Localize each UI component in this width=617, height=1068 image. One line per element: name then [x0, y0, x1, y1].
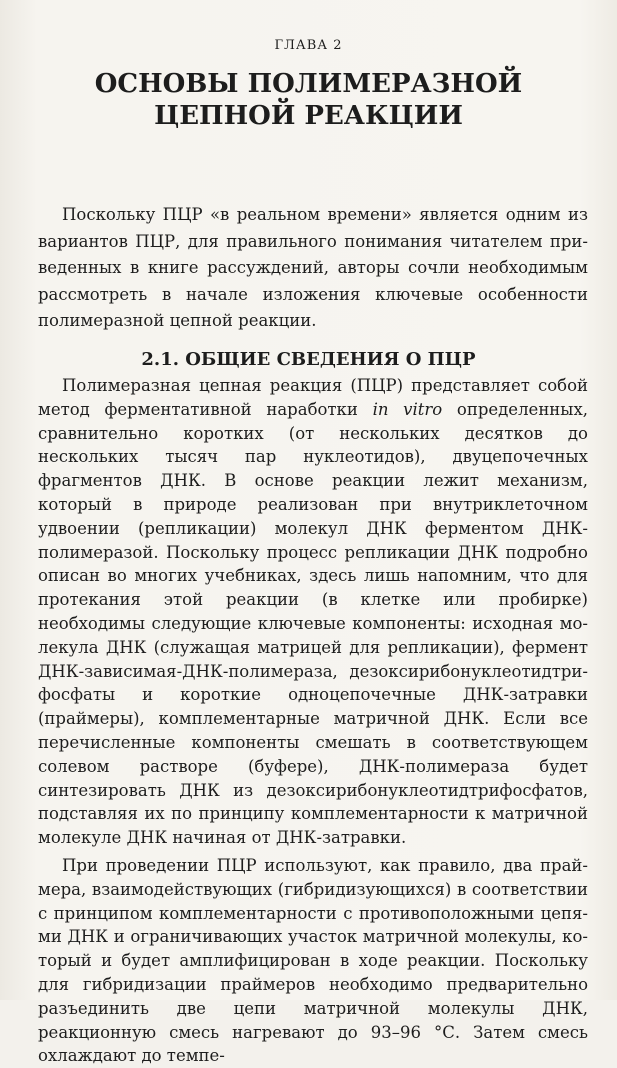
paragraph-1-rest: определенных, сравнительно коротких (от нескольких десятков до нескольких тысяч пар нуклеотидов), двуцепочечных фрагментов ДНК. В основе реакции лежит механизм, который в природе реализован при внутриклеточном удвоении (репликации) молекул ДНК ферментом ДНК-полимеразой. Поскольку процесс репликации ДНК подробно описан во многих учебниках, здесь лишь напомним, что для протекания этой реакции (в клетке или пробирке) необходимы следующие ключевые компоненты: исходная молекула ДНК (служащая матрицей для репликации), фермент ДНК-зависимая-ДНК-полимераза, дезоксирибонуклеотидтрифосфаты и короткие одноцепочечные ДНК-затравки (праймеры), комплементарные матричной ДНК. Если все перечисленные компоненты смешать в соответствующем солевом растворе (буфере), ДНК-полимераза будет синтезировать ДНК из дезоксирибонуклеотидтрифосфатов, подставляя их по принципу комплементарности к матричной молекуле ДНК начиная от ДНК-затравки. [38, 399, 588, 848]
chapter-title: ОСНОВЫ ПОЛИМЕРАЗНОЙ ЦЕПНОЙ РЕАКЦИИ [94, 69, 523, 131]
italic-term: in vitro [372, 399, 443, 419]
intro-paragraph: Поскольку ПЦР «в реальном времени» является одним из вариантов ПЦР, для правильного понимания читателем приведенных в книге рассуждений, авторы сочли необходимым рассмотреть в начале изложения ключевые особенности полимеразной цепной реакции. [38, 205, 588, 330]
paragraph-1-start: Полимеразная цепная реакция (ПЦР) представляет собой метод ферментативной наработки [38, 376, 588, 419]
body-paragraph-1 [38, 374, 588, 850]
section-heading: 2.1. ОБЩИЕ СВЕДЕНИЯ О ПЦР [141, 349, 476, 370]
body-paragraph-2: При проведении ПЦР используют, как правило, два праймера, взаимодействующих (гибридизующихся) в соответствии с принципом комплементарности с противоположными цепями ДНК и ограничивающих участок матричной молекулы, который и будет амплифицирован в ходе реакции. Поскольку для гибридизации праймеров необходимо предварительно разъединить две цепи матричной молекулы ДНК, реакционную смесь нагревают до 93–96 °С. Затем смесь охлаждают до темпе- [38, 855, 588, 1066]
chapter-label: ГЛАВА 2 [274, 38, 343, 53]
section-body [38, 374, 588, 1068]
